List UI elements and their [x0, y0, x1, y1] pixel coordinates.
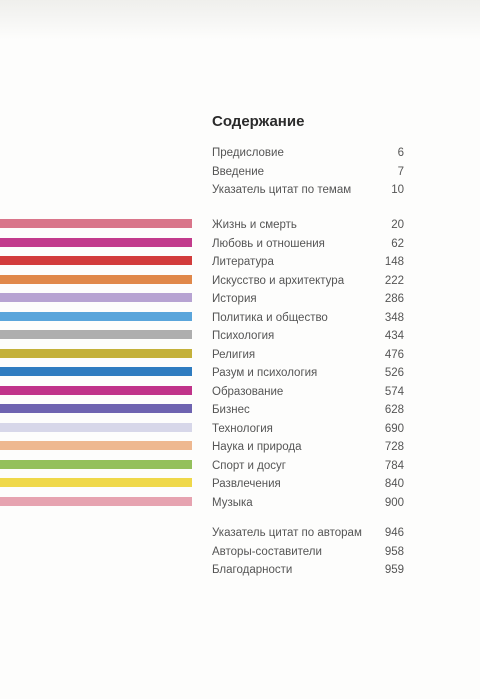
section-color-stripe	[0, 256, 192, 265]
toc-entry-label: Политика и общество	[212, 311, 328, 324]
toc-entry-label: Благодарности	[212, 564, 293, 577]
toc-entry-label: Введение	[212, 165, 265, 178]
toc-entry-label: Указатель цитат по темам	[212, 184, 352, 197]
section-color-stripe	[0, 497, 192, 506]
toc-entry	[212, 383, 404, 402]
toc-entry	[212, 144, 404, 163]
toc-entry	[212, 216, 404, 235]
toc-entry-label: Авторы-составители	[212, 545, 322, 558]
page-shadow	[0, 0, 480, 40]
section-color-stripe	[0, 423, 192, 432]
toc-entry-page: 690	[384, 422, 404, 435]
section-color-stripe	[0, 367, 192, 376]
section-color-stripe	[0, 219, 192, 228]
toc-entry	[212, 272, 404, 291]
toc-entry-label: Спорт и досуг	[212, 459, 286, 472]
toc-entry-label: Технология	[212, 422, 273, 435]
toc-entry-page: 476	[384, 348, 404, 361]
toc-entry-label: Литература	[212, 256, 274, 269]
toc-entry-label: Бизнес	[212, 404, 250, 417]
toc-entry-page: 526	[384, 367, 404, 380]
section-color-stripe	[0, 460, 192, 469]
toc-entry-page: 784	[384, 459, 404, 472]
toc-entry	[212, 364, 404, 383]
toc-back-matter	[212, 524, 404, 580]
toc-entry	[212, 561, 404, 580]
toc-entry-label: Музыка	[212, 496, 253, 509]
toc-entry-label: Наука и природа	[212, 441, 302, 454]
toc-entry-page: 628	[384, 404, 404, 417]
section-color-stripe	[0, 330, 192, 339]
toc-entry-label: Указатель цитат по авторам	[212, 527, 362, 540]
toc-entry	[212, 235, 404, 254]
toc-entry-page: 6	[397, 147, 404, 160]
toc-entry-page: 946	[384, 527, 404, 540]
section-color-stripe	[0, 386, 192, 395]
toc-entry	[212, 494, 404, 513]
toc-entry-page: 348	[384, 311, 404, 324]
toc-entry-page: 286	[384, 293, 404, 306]
toc-entry-page: 148	[384, 256, 404, 269]
toc-entry	[212, 181, 404, 200]
section-color-stripe	[0, 312, 192, 321]
toc-entry-page: 10	[391, 184, 404, 197]
toc-title: Содержание	[212, 113, 305, 130]
toc-entry-label: Предисловие	[212, 147, 284, 160]
toc-entry	[212, 401, 404, 420]
section-color-stripe	[0, 441, 192, 450]
toc-entry	[212, 475, 404, 494]
toc-front-matter	[212, 144, 404, 200]
toc-entry-label: Искусство и архитектура	[212, 274, 345, 287]
section-color-stripe	[0, 478, 192, 487]
toc-entry	[212, 309, 404, 328]
toc-entry	[212, 543, 404, 562]
toc-entry-page: 728	[384, 441, 404, 454]
toc-entry	[212, 163, 404, 182]
toc-entry-label: Разум и психология	[212, 367, 318, 380]
toc-entry	[212, 346, 404, 365]
toc-entry-page: 7	[397, 165, 404, 178]
toc-entry	[212, 420, 404, 439]
section-color-stripe	[0, 349, 192, 358]
toc-entry-page: 900	[384, 496, 404, 509]
toc-entry	[212, 253, 404, 272]
toc-entry-label: Развлечения	[212, 478, 281, 491]
toc-entry-label: Психология	[212, 330, 275, 343]
toc-entry-page: 434	[384, 330, 404, 343]
toc-entry-label: История	[212, 293, 257, 306]
toc-entry-page: 222	[384, 274, 404, 287]
toc-entry	[212, 290, 404, 309]
toc-entry-page: 958	[384, 545, 404, 558]
toc-entry	[212, 327, 404, 346]
toc-entry-label: Образование	[212, 385, 284, 398]
toc-entry-page: 840	[384, 478, 404, 491]
section-color-stripe	[0, 293, 192, 302]
toc-sections	[212, 216, 404, 512]
toc-entry-page: 574	[384, 385, 404, 398]
toc-entry-page: 62	[391, 237, 404, 250]
toc-entry-page: 959	[384, 564, 404, 577]
section-color-stripe	[0, 275, 192, 284]
toc-entry	[212, 438, 404, 457]
toc-entry-page: 20	[391, 219, 404, 232]
section-color-stripe	[0, 238, 192, 247]
toc-entry	[212, 457, 404, 476]
toc-entry-label: Жизнь и смерть	[212, 219, 297, 232]
toc-entry-label: Религия	[212, 348, 256, 361]
section-color-stripe	[0, 404, 192, 413]
toc-entry-label: Любовь и отношения	[212, 237, 325, 250]
toc-entry	[212, 524, 404, 543]
